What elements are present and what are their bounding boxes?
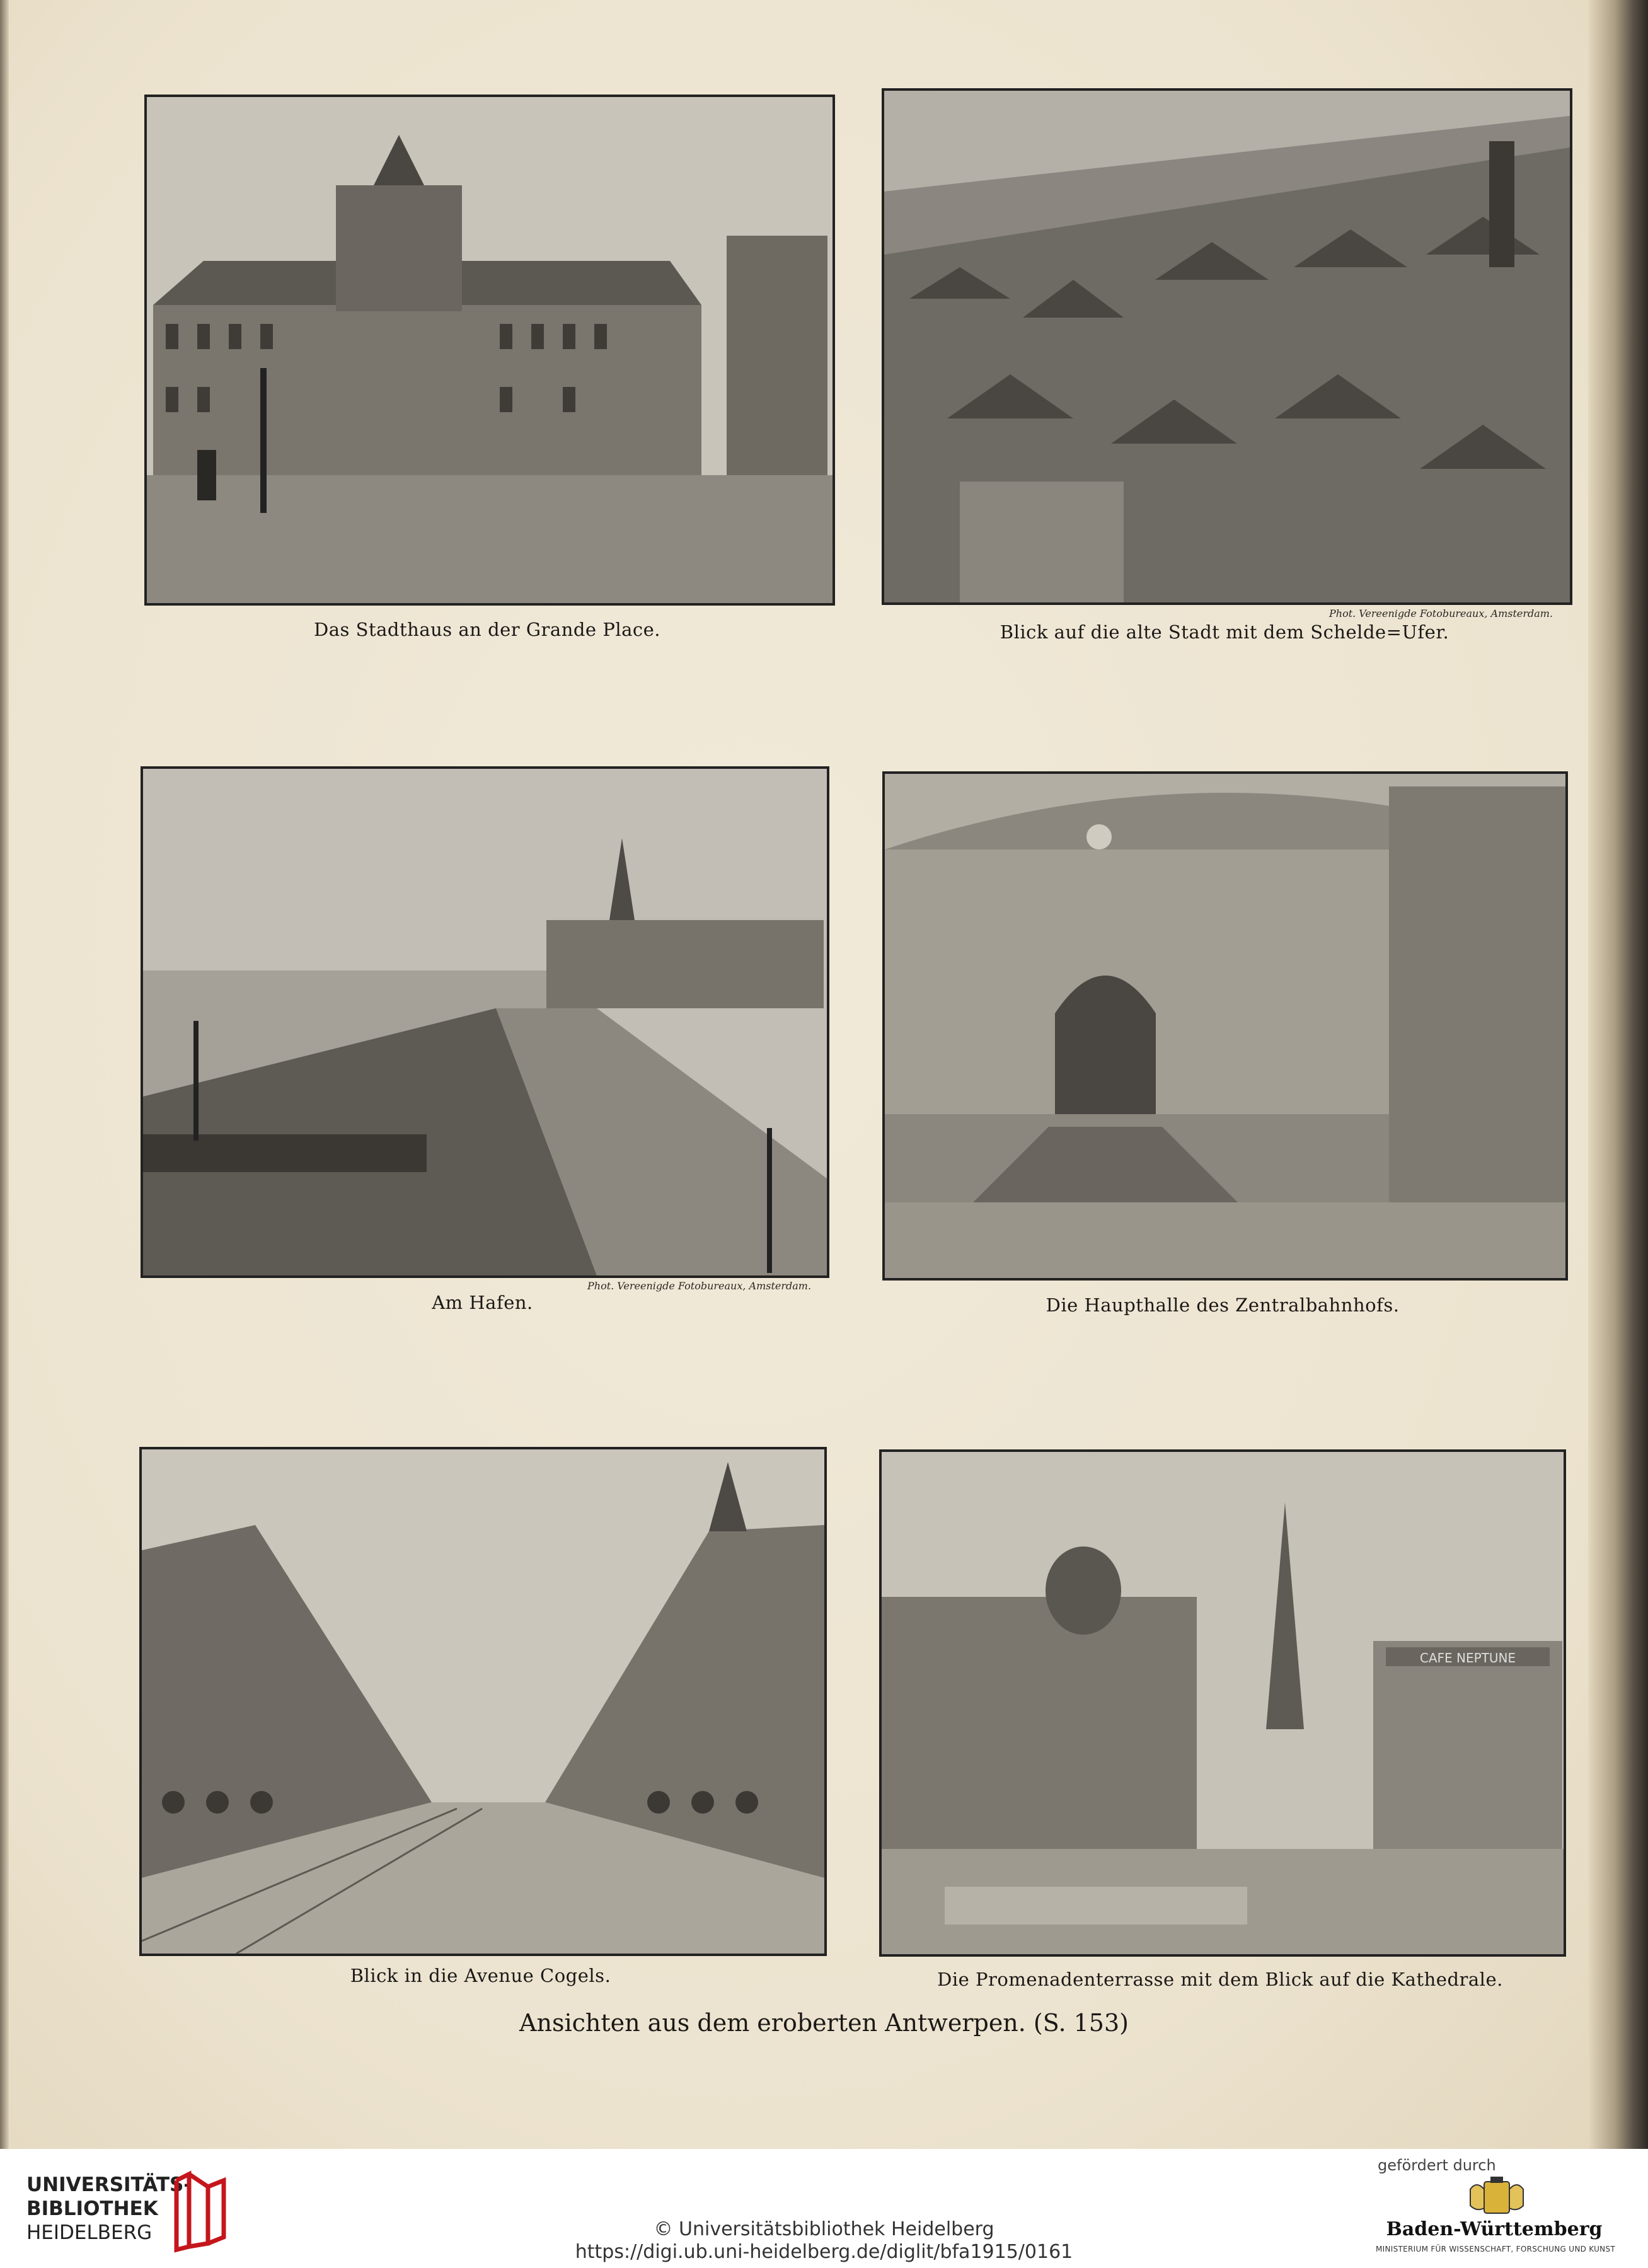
library-name-line-1: UNIVERSITÄTS- [26, 2173, 192, 2196]
credit-alte-stadt: Phot. Vereenigde Fotobureaux, Amsterdam. [1329, 607, 1553, 619]
library-name-line-3: HEIDELBERG [26, 2221, 153, 2244]
photo-avenue-cogels [139, 1447, 827, 1956]
library-name-line-2: BIBLIOTHEK [26, 2197, 158, 2220]
permalink-url[interactable]: https://digi.ub.uni-heidelberg.de/diglit/bfa1915/0161 [575, 2241, 1073, 2263]
caption-alte-stadt: Blick auf die alte Stadt mit dem Schelde=Ufer. [1000, 621, 1449, 643]
photo-zentralbahnhof [882, 771, 1568, 1281]
caption-am-hafen: Am Hafen. [432, 1292, 533, 1313]
page-left-edge [0, 0, 9, 2149]
coat-of-arms-icon [1465, 2177, 1528, 2217]
ministry-name: MINISTERIUM FÜR WISSENSCHAFT, FORSCHUNG UND KUNST [1375, 2245, 1616, 2254]
caption-zentralbahnhof: Die Haupthalle des Zentralbahnhofs. [1046, 1294, 1400, 1316]
sponsor-label: gefördert durch [1378, 2156, 1496, 2174]
plate-title: Ansichten aus dem eroberten Antwerpen. (S. 153) [519, 2009, 1129, 2037]
photo-promenadenterrasse [879, 1449, 1566, 1957]
caption-stadthaus: Das Stadthaus an der Grande Place. [313, 619, 661, 640]
photo-alte-stadt [882, 88, 1572, 605]
caption-promenadenterrasse: Die Promenadenterrasse mit dem Blick auf die Kathedrale. [937, 1969, 1503, 1990]
caption-avenue-cogels: Blick in die Avenue Cogels. [350, 1965, 611, 1986]
photo-am-hafen [141, 766, 829, 1278]
book-gutter-shadow [1588, 0, 1648, 2149]
copyright-text: © Universitätsbibliothek Heidelberg [654, 2218, 994, 2240]
photo-stadthaus [144, 95, 835, 606]
credit-am-hafen: Phot. Vereenigde Fotobureaux, Amsterdam. [587, 1280, 812, 1292]
sponsor-name: Baden-Württemberg [1386, 2218, 1603, 2240]
sign-cafe-neptune: CAFE NEPTUNE [1419, 1650, 1516, 1666]
